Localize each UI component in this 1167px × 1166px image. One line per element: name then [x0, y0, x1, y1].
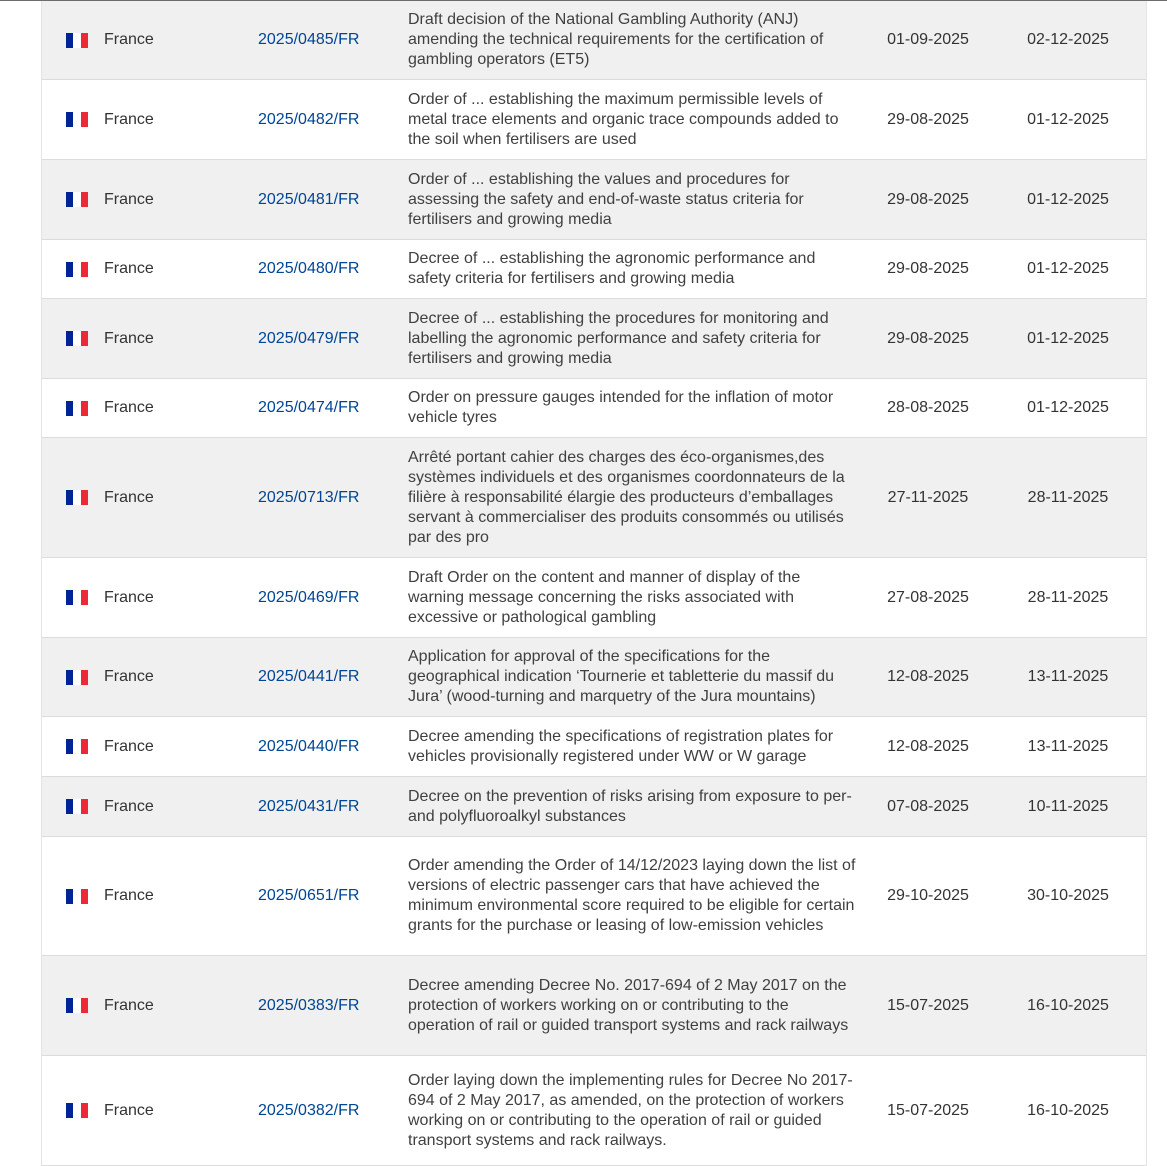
- france-flag-icon: [66, 112, 88, 127]
- reference-cell: [258, 110, 408, 130]
- end-of-standstill-date: 01-12-2025: [1027, 190, 1109, 208]
- notification-date: 12-08-2025: [887, 737, 969, 755]
- title-cell: Decree of ... establishing the procedures for monitoring and labelling the agronomic performance and safety criteria for fertilisers and growing media: [408, 309, 829, 367]
- reference-cell: [258, 190, 408, 210]
- table-row: [42, 160, 1146, 240]
- title-cell: Order of ... establishing the maximum permissible levels of metal trace elements and organic trace compounds added to the soil when fertilisers are used: [408, 90, 839, 148]
- country-name: France: [104, 996, 154, 1014]
- reference-cell: [258, 329, 408, 349]
- france-flag-icon: [66, 262, 88, 277]
- reference-link[interactable]: 2025/0482/FR: [258, 110, 360, 128]
- reference-link[interactable]: 2025/0480/FR: [258, 260, 360, 277]
- reference-cell: [258, 797, 408, 817]
- title-cell: Decree amending Decree No. 2017-694 of 2 May 2017 on the protection of workers working on or contributing to the operation of rail or guided transport systems and rack railways: [408, 976, 849, 1034]
- reference-cell: [258, 398, 408, 418]
- country-name: France: [104, 31, 154, 48]
- end-of-standstill-date: 01-12-2025: [1027, 399, 1109, 416]
- country-cell: [42, 797, 258, 817]
- country-name: France: [104, 110, 154, 128]
- reference-cell: [258, 1101, 408, 1121]
- table-row: [42, 80, 1146, 160]
- reference-link[interactable]: 2025/0441/FR: [258, 668, 360, 685]
- country-name: France: [104, 260, 154, 277]
- country-cell: [42, 30, 258, 50]
- country-cell: [42, 329, 258, 349]
- end-of-standstill-date: 01-12-2025: [1027, 260, 1109, 277]
- country-name: France: [104, 588, 154, 606]
- france-flag-icon: [66, 670, 88, 685]
- country-cell: [42, 259, 258, 279]
- country-cell: [42, 737, 258, 757]
- end-of-standstill-date: 16-10-2025: [1027, 996, 1109, 1014]
- france-flag-icon: [66, 192, 88, 207]
- reference-link[interactable]: 2025/0651/FR: [258, 887, 360, 904]
- france-flag-icon: [66, 490, 88, 505]
- table-row: [42, 717, 1146, 777]
- notification-date: 15-07-2025: [887, 996, 969, 1014]
- country-cell: [42, 398, 258, 418]
- table-row: [42, 299, 1146, 379]
- country-name: France: [104, 190, 154, 208]
- table-row: [42, 1, 1146, 80]
- table-row: [42, 240, 1146, 299]
- reference-link[interactable]: 2025/0713/FR: [258, 488, 360, 506]
- reference-cell: [258, 588, 408, 608]
- notification-date: 27-11-2025: [887, 488, 969, 506]
- notification-date: 28-08-2025: [887, 399, 969, 416]
- end-of-standstill-date: 28-11-2025: [1027, 488, 1109, 506]
- reference-link[interactable]: 2025/0431/FR: [258, 797, 360, 815]
- table-row: [42, 837, 1146, 956]
- france-flag-icon: [66, 799, 88, 814]
- end-of-standstill-date: 10-11-2025: [1027, 797, 1109, 815]
- reference-cell: [258, 667, 408, 687]
- reference-link[interactable]: 2025/0440/FR: [258, 737, 360, 755]
- title-cell: Decree on the prevention of risks arising from exposure to per- and polyfluoroalkyl substances: [408, 787, 852, 825]
- table-row: [42, 1056, 1146, 1166]
- notifications-table: [41, 1, 1147, 1166]
- title-cell: Decree of ... establishing the agronomic performance and safety criteria for fertilisers and growing media: [408, 250, 816, 287]
- end-of-standstill-date: 01-12-2025: [1027, 329, 1109, 347]
- reference-link[interactable]: 2025/0479/FR: [258, 329, 360, 347]
- table-row: [42, 638, 1146, 717]
- country-name: France: [104, 668, 154, 685]
- title-cell: Order amending the Order of 14/12/2023 laying down the list of versions of electric passenger cars that have achieved the minimum environmental score required to be eligible for certain grants for the purchase or leasing of low-emission vehicles: [408, 857, 856, 934]
- country-cell: [42, 1101, 258, 1121]
- country-cell: [42, 110, 258, 130]
- france-flag-icon: [66, 401, 88, 416]
- table-row: [42, 558, 1146, 638]
- reference-link[interactable]: 2025/0474/FR: [258, 399, 360, 416]
- title-cell: Application for approval of the specifications for the geographical indication ‘Tournerie et tabletterie du massif du Jura’ (wood-turning and marquetry of the Jura mountains): [408, 648, 835, 705]
- france-flag-icon: [66, 998, 88, 1013]
- notification-date: 29-08-2025: [887, 190, 969, 208]
- notification-date: 07-08-2025: [887, 797, 969, 815]
- country-cell: [42, 588, 258, 608]
- france-flag-icon: [66, 739, 88, 754]
- reference-cell: [258, 488, 408, 508]
- reference-link[interactable]: 2025/0382/FR: [258, 1101, 360, 1119]
- france-flag-icon: [66, 331, 88, 346]
- title-cell: Order of ... establishing the values and procedures for assessing the safety and end-of-waste status criteria for fertilisers and growing media: [408, 170, 804, 228]
- table-row: [42, 777, 1146, 837]
- end-of-standstill-date: 13-11-2025: [1027, 668, 1109, 685]
- reference-cell: [258, 259, 408, 279]
- title-cell: Draft Order on the content and manner of display of the warning message concerning the risks associated with excessive or pathological gambling: [408, 568, 801, 626]
- reference-link[interactable]: 2025/0383/FR: [258, 996, 360, 1014]
- title-cell: Draft decision of the National Gambling Authority (ANJ) amending the technical requirements for the certification of gambling operators (ET5): [408, 11, 824, 68]
- notification-date: 15-07-2025: [887, 1101, 969, 1119]
- end-of-standstill-date: 02-12-2025: [1027, 31, 1109, 48]
- notification-date: 29-08-2025: [887, 260, 969, 277]
- france-flag-icon: [66, 1103, 88, 1118]
- country-cell: [42, 996, 258, 1016]
- reference-link[interactable]: 2025/0469/FR: [258, 588, 360, 606]
- table-row: [42, 956, 1146, 1056]
- france-flag-icon: [66, 33, 88, 48]
- country-name: France: [104, 488, 154, 506]
- reference-cell: [258, 30, 408, 50]
- table-row: [42, 379, 1146, 438]
- notification-date: 29-10-2025: [887, 887, 969, 904]
- reference-link[interactable]: 2025/0485/FR: [258, 31, 360, 48]
- end-of-standstill-date: 16-10-2025: [1027, 1101, 1109, 1119]
- reference-cell: [258, 996, 408, 1016]
- notification-date: 29-08-2025: [887, 329, 969, 347]
- country-name: France: [104, 797, 154, 815]
- title-cell: Order laying down the implementing rules for Decree No 2017-694 of 2 May 2017, as amended, on the protection of workers working on or contributing to the operation of rail or guided transport systems and rack railways.: [408, 1071, 853, 1149]
- title-cell: Decree amending the specifications of registration plates for vehicles provisionally registered under WW or W garage: [408, 727, 834, 765]
- country-name: France: [104, 399, 154, 416]
- title-cell: Order on pressure gauges intended for the inflation of motor vehicle tyres: [408, 389, 834, 426]
- end-of-standstill-date: 13-11-2025: [1027, 737, 1109, 755]
- end-of-standstill-date: 30-10-2025: [1027, 887, 1109, 904]
- country-name: France: [104, 887, 154, 904]
- country-name: France: [104, 1101, 154, 1119]
- end-of-standstill-date: 28-11-2025: [1027, 588, 1109, 606]
- title-cell: Arrêté portant cahier des charges des éco-organismes,des systèmes individuels et des organismes coordonnateurs de la filière à responsabilité élargie des producteurs d’emballages servant à commercialiser des produits consommés ou utilisés par des pro: [408, 448, 845, 546]
- france-flag-icon: [66, 590, 88, 605]
- country-cell: [42, 488, 258, 508]
- end-of-standstill-date: 01-12-2025: [1027, 110, 1109, 128]
- reference-cell: [258, 886, 408, 906]
- country-name: France: [104, 329, 154, 347]
- notification-date: 01-09-2025: [887, 31, 969, 48]
- table-row: [42, 438, 1146, 558]
- notification-date: 12-08-2025: [887, 668, 969, 685]
- country-cell: [42, 886, 258, 906]
- notification-date: 29-08-2025: [887, 110, 969, 128]
- reference-link[interactable]: 2025/0481/FR: [258, 190, 360, 208]
- country-cell: [42, 667, 258, 687]
- france-flag-icon: [66, 889, 88, 904]
- notification-date: 27-08-2025: [887, 588, 969, 606]
- reference-cell: [258, 737, 408, 757]
- country-name: France: [104, 737, 154, 755]
- country-cell: [42, 190, 258, 210]
